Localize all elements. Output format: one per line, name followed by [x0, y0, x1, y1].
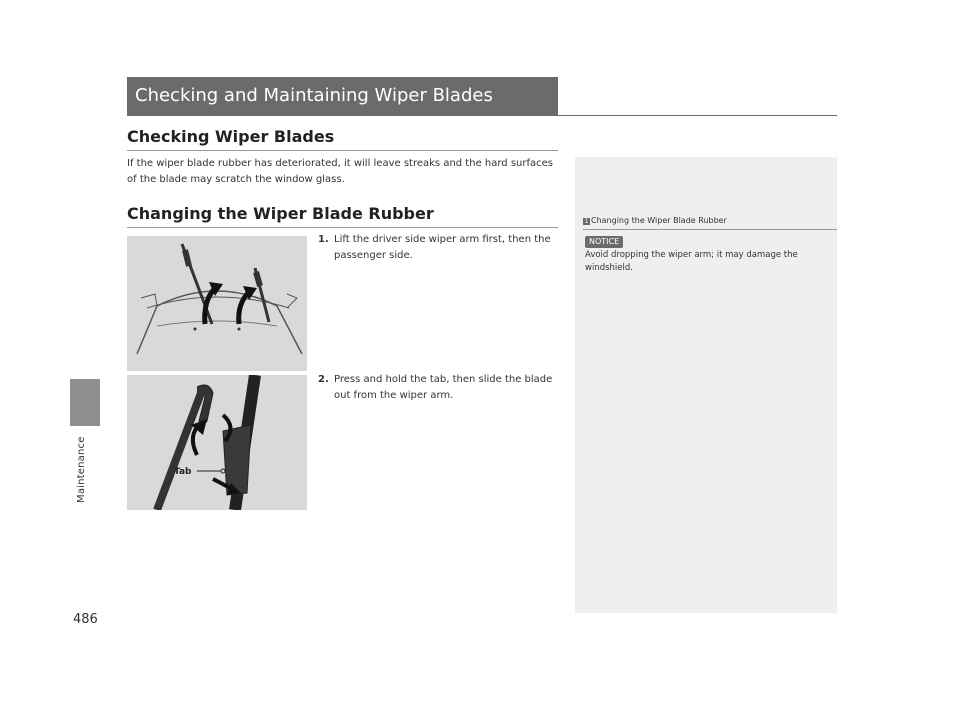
changing-heading: Changing the Wiper Blade Rubber [127, 204, 434, 223]
step-text: Press and hold the tab, then slide the blade out from the wiper arm. [334, 374, 553, 401]
checking-paragraph: If the wiper blade rubber has deteriorated, it will leave streaks and the hard surfaces of the blade may scratch the window glass. [127, 158, 553, 185]
changing-rule [127, 227, 558, 228]
note-title-text: Changing the Wiper Blade Rubber [591, 216, 727, 225]
note-text: Avoid dropping the wiper arm; it may damage the windshield. [585, 250, 798, 273]
step-number: 1. [318, 234, 329, 245]
notice-badge: NOTICE [585, 236, 623, 248]
step-number: 2. [318, 374, 329, 385]
note-rule [583, 229, 837, 230]
side-note [575, 157, 837, 613]
windshield-wiper-figure [127, 236, 307, 371]
step-2 [318, 372, 558, 404]
wiper-blade-tab-figure [127, 375, 307, 510]
reference-icon: 1 [584, 218, 589, 225]
page-number: 486 [73, 612, 98, 627]
note-title [583, 216, 727, 225]
checking-heading: Checking Wiper Blades [127, 127, 335, 146]
section-title: Checking and Maintaining Wiper Blades [127, 77, 558, 115]
header-rule [127, 115, 837, 116]
step-text: Lift the driver side wiper arm first, then the passenger side. [334, 234, 551, 261]
wiper-blade-illustration [127, 375, 307, 510]
tab-label: Tab [174, 467, 192, 477]
chapter-tab [70, 379, 100, 426]
checking-rule [127, 150, 558, 151]
chapter-label: Maintenance [76, 436, 87, 503]
windshield-illustration [127, 236, 307, 371]
step-1 [318, 232, 558, 264]
